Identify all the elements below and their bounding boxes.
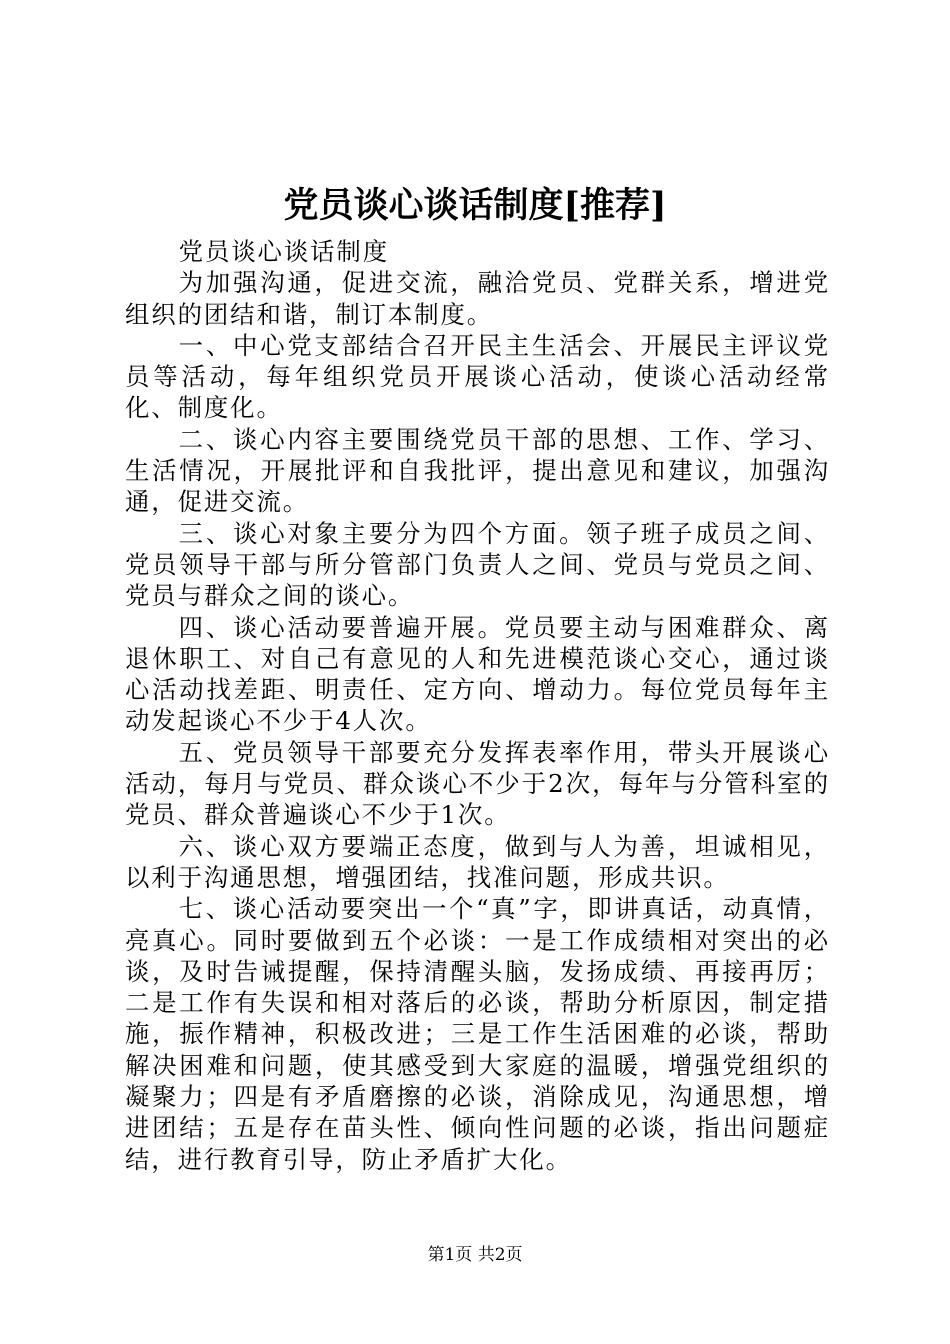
paragraph: 五、党员领导干部要充分发挥表率作用，带头开展谈心活动，每月与党员、群众谈心不少于2次，每年与分管科室的党员、群众普遍谈心不少于1次。 xyxy=(125,737,830,830)
page-number-footer: 第1页 共2页 xyxy=(427,1245,523,1265)
paragraph: 二、谈心内容主要围绕党员干部的思想、工作、学习、生活情况，开展批评和自我批评，提出意见和建议，加强沟通，促进交流。 xyxy=(125,424,830,517)
document-title: 党员谈心谈话制度[推荐] xyxy=(283,185,667,226)
document-subtitle: 党员谈心谈话制度 xyxy=(178,237,389,266)
paragraph: 三、谈心对象主要分为四个方面。领子班子成员之间、党员领导干部与所分管部门负责人之间、党员与党员之间、党员与群众之间的谈心。 xyxy=(125,518,830,611)
paragraph: 六、谈心双方要端正态度，做到与人为善，坦诚相见，以利于沟通思想，增强团结，找准问题，形成共识。 xyxy=(125,831,830,892)
paragraph: 为加强沟通，促进交流，融洽党员、党群关系，增进党组织的团结和谐，制订本制度。 xyxy=(125,268,830,329)
document-body xyxy=(125,236,830,1175)
paragraph: 一、中心党支部结合召开民主生活会、开展民主评议党员等活动，每年组织党员开展谈心活动，使谈心活动经常化、制度化。 xyxy=(125,330,830,423)
paragraph: 七、谈心活动要突出一个“真”字，即讲真话，动真情，亮真心。同时要做到五个必谈：一是工作成绩相对突出的必谈，及时告诫提醒，保持清醒头脑，发扬成绩、再接再厉；二是工作有失误和相对落后的必谈，帮助分析原因，制定措施，振作精神，积极改进；三是工作生活困难的必谈，帮助解决困难和问题，使其感受到大家庭的温暖，增强党组织的凝聚力；四是有矛盾磨擦的必谈，消除成见，沟通思想，增进团结；五是存在苗头性、倾向性问题的必谈，指出问题症结，进行教育引导，防止矛盾扩大化。 xyxy=(125,894,830,1174)
paragraph: 四、谈心活动要普遍开展。党员要主动与困难群众、离退休职工、对自己有意见的人和先进模范谈心交心，通过谈心活动找差距、明责任、定方向、增动力。每位党员每年主动发起谈心不少于4人次。 xyxy=(125,612,830,736)
